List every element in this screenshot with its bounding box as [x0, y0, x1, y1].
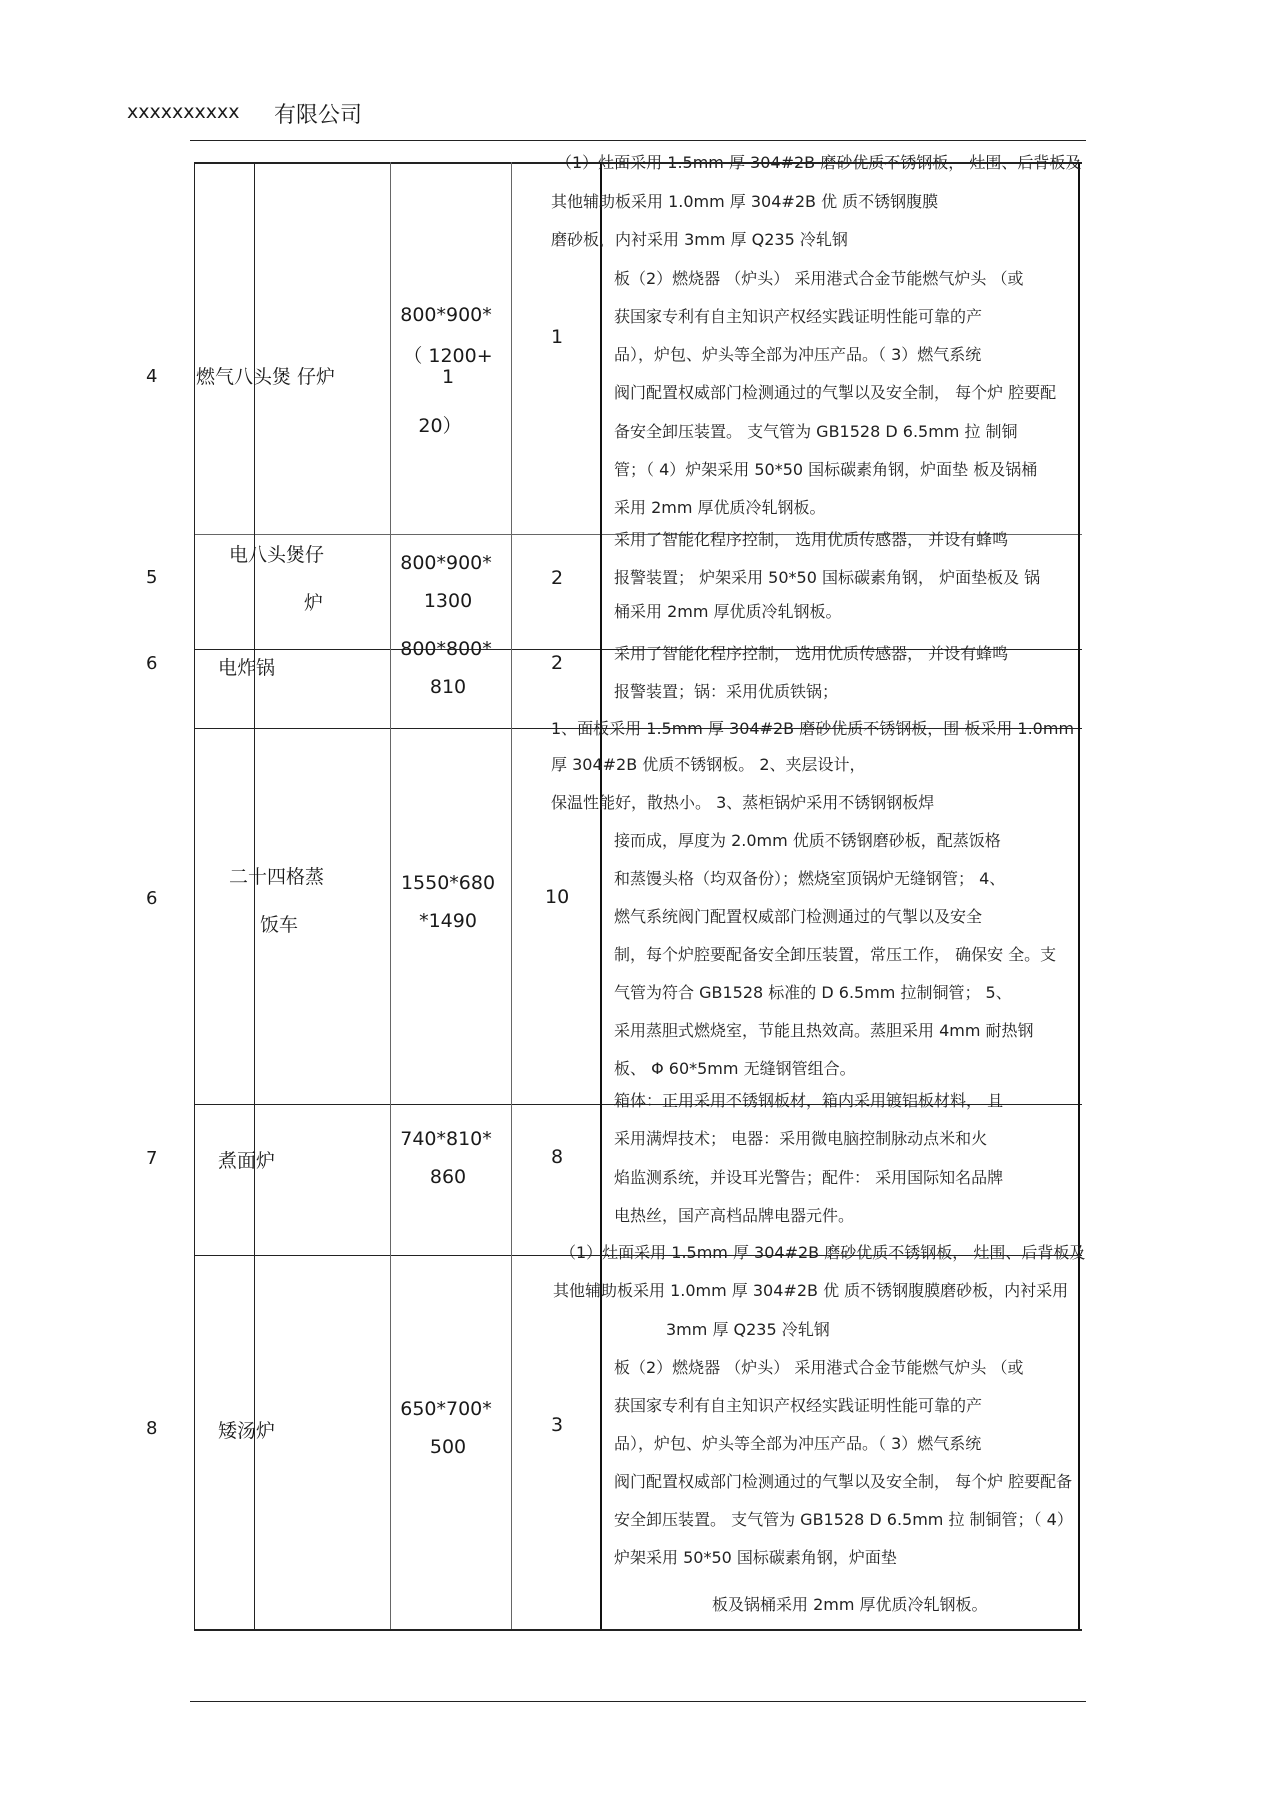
item-description-line: 箱体：正用采用不锈钢板材，箱内采用镀铝板材料， 且	[614, 1091, 1004, 1110]
item-description-line: 1、面板采用 1.5mm 厚 304#2B 磨砂优质不锈钢板，围 板采用 1.0mm	[551, 719, 1075, 738]
item-description-line: 品），炉包、炉头等全部为冲压产品。（ 3）燃气系统	[614, 345, 982, 364]
item-description-line: 和蒸馒头格（均双备份）；燃烧室顶锅炉无缝钢管； 4、	[614, 869, 1006, 888]
item-description-line: 3mm 厚 Q235 冷轧钢	[666, 1320, 830, 1339]
item-description-line: 采用蒸胆式燃烧室，节能且热效高。蒸胆采用 4mm 耐热钢	[614, 1021, 1034, 1040]
item-description-line: 获国家专利有自主知识产权经实践证明性能可靠的产	[614, 1396, 983, 1415]
item-size: 1550*680	[400, 872, 496, 894]
item-description-line: 板（2）燃烧器 （炉头） 采用港式合金节能燃气炉头 （或	[614, 269, 1024, 288]
item-description-line: 阀门配置权威部门检测通过的气掣以及安全制， 每个炉 腔要配	[614, 383, 1057, 402]
item-name: 煮面炉	[218, 1150, 276, 1172]
item-description-line: 品），炉包、炉头等全部为冲压产品。（ 3）燃气系统	[614, 1434, 982, 1453]
item-size: 20）	[418, 415, 462, 437]
item-size: 740*810*	[400, 1128, 492, 1150]
row-index: 6	[146, 888, 158, 909]
item-description-line: 阀门配置权威部门检测通过的气掣以及安全制， 每个炉 腔要配备	[614, 1472, 1073, 1491]
row-index: 6	[146, 653, 158, 674]
header-rule	[190, 140, 1086, 141]
item-description-line: （1）灶面采用 1.5mm 厚 304#2B 磨砂优质不锈钢板， 灶围、后背板及	[556, 153, 1082, 172]
item-description-line: 采用 2mm 厚优质冷轧钢板。	[614, 498, 826, 517]
table-border-left	[194, 162, 195, 1629]
company-name-placeholder: xxxxxxxxxx	[127, 101, 240, 123]
item-name: 炉	[304, 592, 324, 614]
item-size: 500	[429, 1436, 467, 1458]
item-description-line: 安全卸压装置。 支气管为 GB1528 D 6.5mm 拉 制铜管；（ 4）	[614, 1510, 1073, 1529]
item-description-line: 管；（ 4）炉架采用 50*50 国标碳素角钢，炉面垫 板及锅桶	[614, 460, 1038, 479]
item-name: 燃气八头煲 仔炉	[196, 366, 336, 388]
row-index: 5	[146, 567, 158, 588]
item-size: 810	[429, 676, 467, 698]
item-size: 800*800*	[400, 638, 492, 660]
item-quantity: 2	[551, 567, 564, 589]
item-description-line: 板、 Φ 60*5mm 无缝钢管组合。	[614, 1059, 856, 1078]
item-description-line: 板（2）燃烧器 （炉头） 采用港式合金节能燃气炉头 （或	[614, 1358, 1024, 1377]
item-size: 800*900*	[400, 552, 492, 574]
table-border-bottom	[194, 1629, 1082, 1631]
item-description-line: 采用满焊技术； 电器：采用微电脑控制脉动点米和火	[614, 1129, 988, 1148]
item-name: 电炸锅	[218, 657, 276, 679]
item-description-line: 气管为符合 GB1528 标准的 D 6.5mm 拉制铜管； 5、	[614, 983, 1012, 1002]
footer-rule	[190, 1701, 1086, 1702]
item-description-line: 燃气系统阀门配置权威部门检测通过的气掣以及安全	[614, 907, 983, 926]
item-size: 1300	[423, 590, 473, 612]
row-index: 7	[146, 1148, 158, 1169]
item-description-line: 备安全卸压装置。 支气管为 GB1528 D 6.5mm 拉 制铜	[614, 422, 1018, 441]
item-size: （ 1200+	[403, 345, 493, 367]
item-description-line: 电热丝，国产高档品牌电器元件。	[614, 1206, 855, 1225]
item-description-line: 炉架采用 50*50 国标碳素角钢，炉面垫	[614, 1548, 897, 1567]
item-description-line: 保温性能好，散热小。 3、蒸柜锅炉采用不锈钢钢板焊	[551, 793, 935, 812]
item-quantity: 1	[551, 326, 564, 348]
item-quantity: 8	[551, 1146, 564, 1168]
item-name: 饭车	[260, 914, 299, 936]
item-size: 800*900*	[400, 304, 492, 326]
item-quantity: 2	[551, 652, 564, 674]
item-description-line: 制，每个炉腔要配备安全卸压装置，常压工作， 确保安 全。支	[614, 945, 1057, 964]
company-name-suffix: 有限公司	[274, 103, 363, 128]
item-size: 1	[441, 366, 455, 388]
item-description-line: 焰监测系统，并设耳光警告；配件： 采用国际知名品牌	[614, 1168, 1004, 1187]
item-description-line: 获国家专利有自主知识产权经实践证明性能可靠的产	[614, 307, 983, 326]
item-description-line: 报警装置；锅：采用优质铁锅；	[614, 682, 839, 701]
item-description-line: 报警装置； 炉架采用 50*50 国标碳素角钢， 炉面垫板及 锅	[614, 568, 1041, 587]
item-name: 矮汤炉	[218, 1420, 276, 1442]
item-name: 二十四格蒸	[229, 866, 325, 888]
item-description-line: 采用了智能化程序控制， 选用优质传感器， 并设有蜂鸣	[614, 644, 1009, 663]
item-quantity: 3	[551, 1414, 564, 1436]
item-description-line: 其他辅助板采用 1.0mm 厚 304#2B 优 质不锈钢腹膜	[551, 192, 939, 211]
item-size: 650*700*	[400, 1398, 492, 1420]
item-description-line: 其他辅助板采用 1.0mm 厚 304#2B 优 质不锈钢腹膜磨砂板，内衬采用	[553, 1281, 1069, 1300]
item-name: 电八头煲仔	[229, 544, 325, 566]
item-description-line: 磨砂板，内衬采用 3mm 厚 Q235 冷轧钢	[551, 230, 848, 249]
row-index: 4	[146, 366, 158, 387]
table-border-right	[1078, 162, 1080, 1629]
column-divider	[390, 162, 391, 1629]
item-size: 860	[429, 1166, 467, 1188]
item-quantity: 10	[545, 886, 570, 908]
item-description-line: 厚 304#2B 优质不锈钢板。 2、夹层设计，	[551, 755, 866, 774]
column-divider	[511, 162, 512, 1629]
item-description-line: 桶采用 2mm 厚优质冷轧钢板。	[614, 602, 842, 621]
item-description-line: 接而成，厚度为 2.0mm 优质不锈钢磨砂板，配蒸饭格	[614, 831, 1001, 850]
item-size: *1490	[419, 910, 477, 932]
item-description-line: 板及锅桶采用 2mm 厚优质冷轧钢板。	[712, 1595, 988, 1614]
item-description-line: 采用了智能化程序控制， 选用优质传感器， 并设有蜂鸣	[614, 530, 1009, 549]
item-description-line: （1）灶面采用 1.5mm 厚 304#2B 磨砂优质不锈钢板， 灶围、后背板及	[560, 1243, 1086, 1262]
row-index: 8	[146, 1418, 158, 1439]
column-divider	[600, 162, 602, 1629]
